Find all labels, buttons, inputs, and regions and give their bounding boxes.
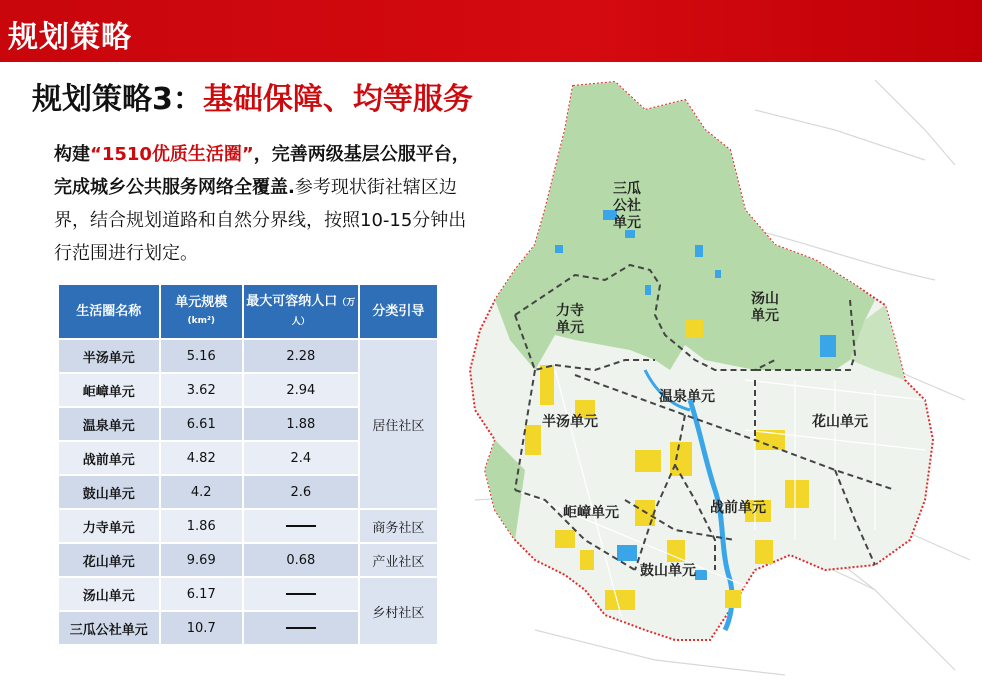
pop-cell-dash [244, 510, 358, 542]
label-juzhang: 岠嶂单元 [563, 504, 619, 520]
label-tangshan-2: 单元 [751, 307, 779, 323]
desc-bold-rest: ，完善两级基层公服平台，完成城乡公共服务网络全覆盖. [54, 144, 470, 198]
table-row: 半汤单元 5.16 2.28 居住社区 [59, 340, 437, 372]
col-header-name: 生活圈名称 [59, 285, 159, 338]
category-cell: 乡村社区 [360, 578, 437, 644]
life-circle-map [455, 70, 975, 680]
label-bantang: 半汤单元 [542, 413, 598, 429]
category-cell: 产业社区 [360, 544, 437, 576]
pop-cell-dash [244, 612, 358, 644]
label-gushan: 鼓山单元 [640, 562, 696, 578]
desc-lead: 构建 [54, 144, 90, 165]
description [54, 138, 474, 270]
pop-cell-dash [244, 578, 358, 610]
table-header-row [59, 285, 437, 338]
desc-quote: “1510优质生活圈” [90, 144, 254, 165]
label-sangua-1: 三瓜 [613, 180, 641, 196]
category-cell: 居住社区 [360, 340, 437, 508]
table-row: 岠嶂单元 3.62 2.94 [59, 374, 437, 406]
dash-line [286, 627, 316, 629]
table-row: 三瓜公社单元 10.7 [59, 612, 437, 644]
label-lisi-1: 力寺 [556, 302, 584, 318]
desc-body: 参考现状街社辖区边界，结合规划道路和自然分界线，按照10-15分钟出行范围进行划定。 [54, 177, 467, 264]
subtitle-prefix: 规划策略3： [32, 82, 203, 117]
life-circle-table [57, 283, 439, 646]
col-header-cat: 分类引导 [360, 285, 437, 338]
label-sangua-3: 单元 [613, 214, 641, 230]
label-tangshan-1: 汤山 [751, 290, 779, 306]
label-zhanqian: 战前单元 [710, 499, 766, 515]
dash-line [286, 525, 316, 527]
label-huashan: 花山单元 [812, 413, 868, 429]
col-header-area: 单元规模 (km²) [161, 285, 242, 338]
page-subtitle [32, 74, 473, 118]
header-bar [0, 0, 982, 62]
subtitle-highlight: 基础保障、均等服务 [202, 82, 473, 117]
label-sangua-2: 公社 [613, 197, 641, 213]
dash-line [286, 593, 316, 595]
table-row: 力寺单元 1.86 商务社区 [59, 510, 437, 542]
category-cell: 商务社区 [360, 510, 437, 542]
label-wenquan: 温泉单元 [659, 388, 715, 404]
header-title: 规划策略 [8, 20, 132, 55]
table-row: 鼓山单元 4.2 2.6 [59, 476, 437, 508]
col-header-pop: 最大可容纳人口（万人） [244, 285, 358, 338]
table-row: 汤山单元 6.17 乡村社区 [59, 578, 437, 610]
table-row: 温泉单元 6.61 1.88 [59, 408, 437, 440]
table-row: 战前单元 4.82 2.4 [59, 442, 437, 474]
table-row: 花山单元 9.69 0.68 产业社区 [59, 544, 437, 576]
label-lisi-2: 单元 [556, 319, 584, 335]
